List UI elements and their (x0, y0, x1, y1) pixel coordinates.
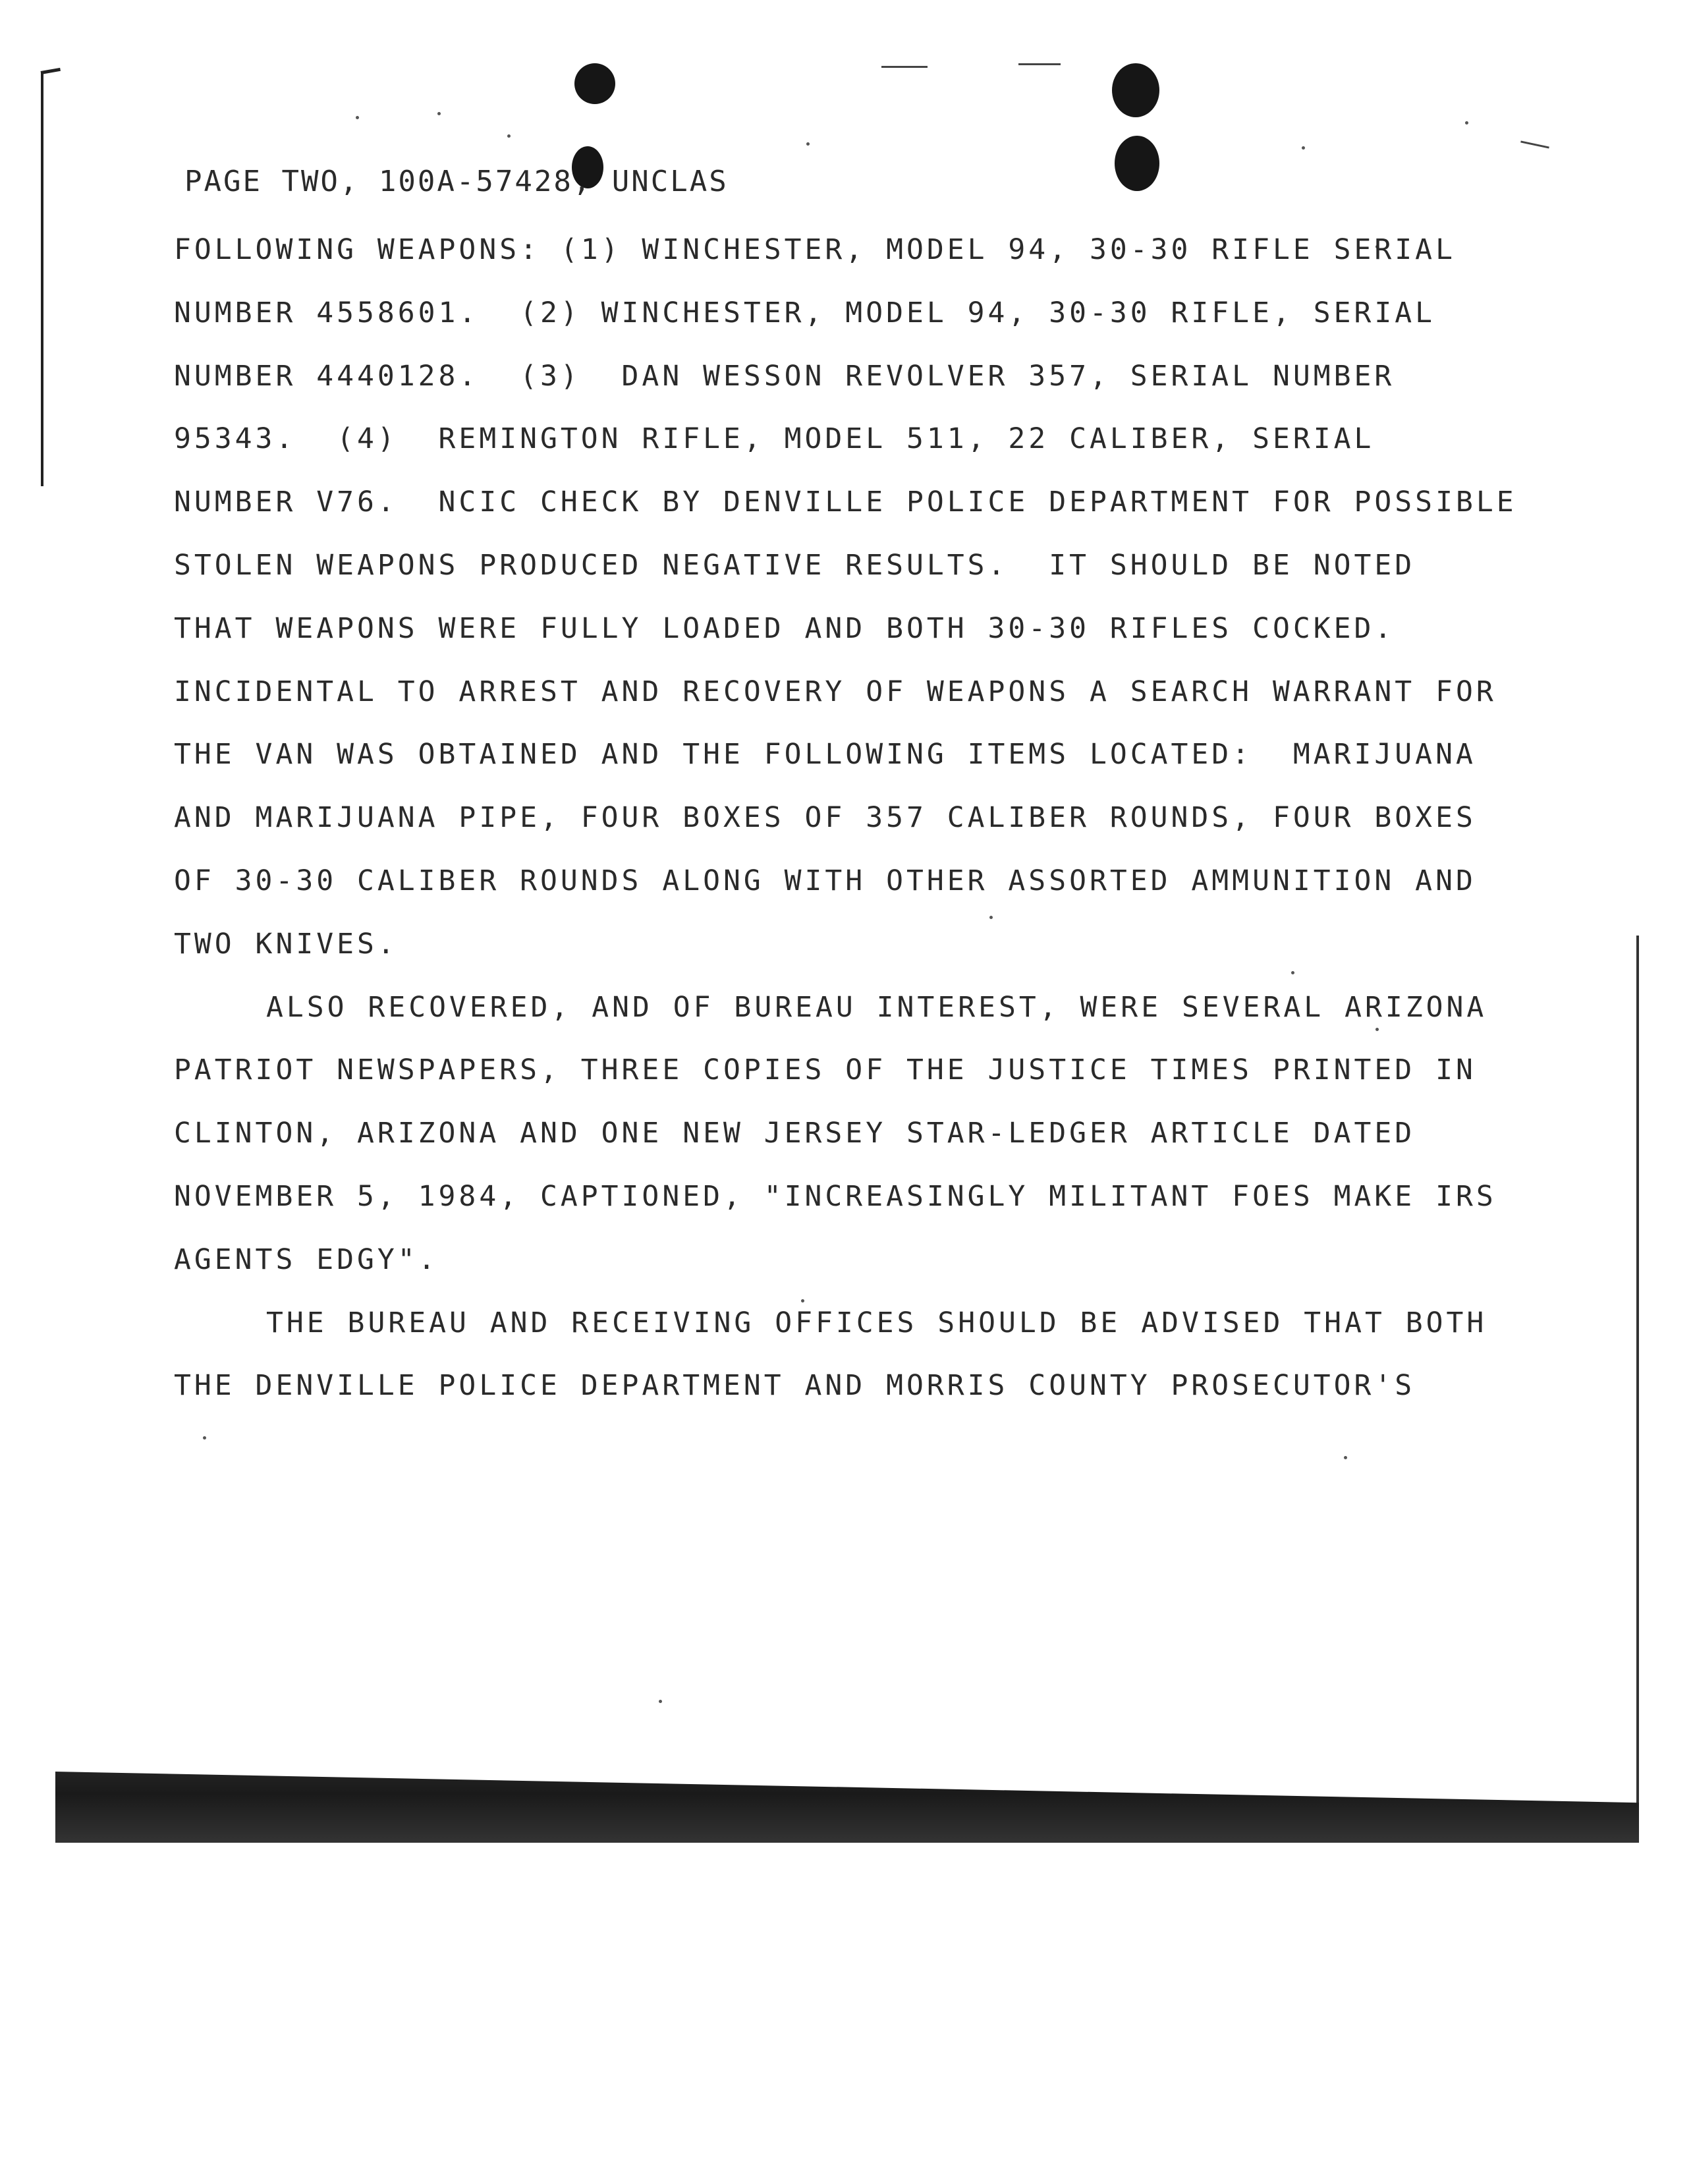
scan-dash-1 (881, 66, 928, 68)
body-line: NUMBER 4558601. (2) WINCHESTER, MODEL 94, 30-30 RIFLE, SERIAL (174, 296, 1436, 329)
body-line: PATRIOT NEWSPAPERS, THREE COPIES OF THE JUSTICE TIMES PRINTED IN (174, 1053, 1476, 1087)
scan-bottom-shadow (55, 1754, 1639, 1843)
scan-speck (203, 1436, 206, 1440)
scan-speck (1302, 146, 1305, 150)
body-line: AND MARIJUANA PIPE, FOUR BOXES OF 357 CALIBER ROUNDS, FOUR BOXES (174, 801, 1476, 835)
scan-speck (437, 112, 441, 115)
body-line: THAT WEAPONS WERE FULLY LOADED AND BOTH 30-30 RIFLES COCKED. (174, 611, 1395, 645)
scan-speck (1344, 1456, 1347, 1459)
body-line: 95343. (4) REMINGTON RIFLE, MODEL 511, 22 CALIBER, SERIAL (174, 422, 1375, 456)
scan-speck (659, 1700, 662, 1703)
body-line: OF 30-30 CALIBER ROUNDS ALONG WITH OTHER ASSORTED AMMUNITION AND (174, 864, 1476, 897)
scan-dash-3 (1520, 140, 1549, 148)
scan-speck (356, 116, 359, 119)
punch-hole-1 (574, 63, 615, 104)
scan-speck (1465, 121, 1468, 125)
scan-dash-2 (1018, 63, 1061, 65)
body-line: STOLEN WEAPONS PRODUCED NEGATIVE RESULTS. IT SHOULD BE NOTED (174, 548, 1416, 582)
body-line: THE DENVILLE POLICE DEPARTMENT AND MORRIS COUNTY PROSECUTOR'S (174, 1369, 1416, 1403)
body-line: THE BUREAU AND RECEIVING OFFICES SHOULD BE ADVISED THAT BOTH (266, 1306, 1487, 1339)
scan-left-edge-tick (41, 68, 61, 74)
body-line: ALSO RECOVERED, AND OF BUREAU INTEREST, WERE SEVERAL ARIZONA (266, 990, 1487, 1024)
scan-right-edge (1636, 936, 1639, 1818)
body-line: CLINTON, ARIZONA AND ONE NEW JERSEY STAR-LEDGER ARTICLE DATED (174, 1117, 1416, 1150)
punch-hole-4 (1115, 136, 1159, 191)
body-line: NOVEMBER 5, 1984, CAPTIONED, "INCREASINGLY MILITANT FOES MAKE IRS (174, 1179, 1497, 1213)
body-line: THE VAN WAS OBTAINED AND THE FOLLOWING ITEMS LOCATED: MARIJUANA (174, 738, 1476, 771)
document-body (174, 219, 1636, 1418)
scan-left-edge (41, 71, 43, 486)
body-line: NUMBER V76. NCIC CHECK BY DENVILLE POLICE DEPARTMENT FOR POSSIBLE (174, 486, 1517, 519)
page-header: PAGE TWO, 100A-57428, UNCLAS (184, 165, 729, 198)
scan-speck (507, 134, 511, 138)
body-line: TWO KNIVES. (174, 927, 398, 961)
body-line: AGENTS EDGY". (174, 1243, 439, 1276)
body-line: FOLLOWING WEAPONS: (1) WINCHESTER, MODEL 94, 30-30 RIFLE SERIAL (174, 233, 1456, 266)
body-line: INCIDENTAL TO ARREST AND RECOVERY OF WEAPONS A SEARCH WARRANT FOR (174, 675, 1497, 708)
scan-speck (806, 142, 810, 146)
punch-hole-3 (1112, 63, 1159, 117)
body-line: NUMBER 4440128. (3) DAN WESSON REVOLVER 357, SERIAL NUMBER (174, 359, 1395, 393)
